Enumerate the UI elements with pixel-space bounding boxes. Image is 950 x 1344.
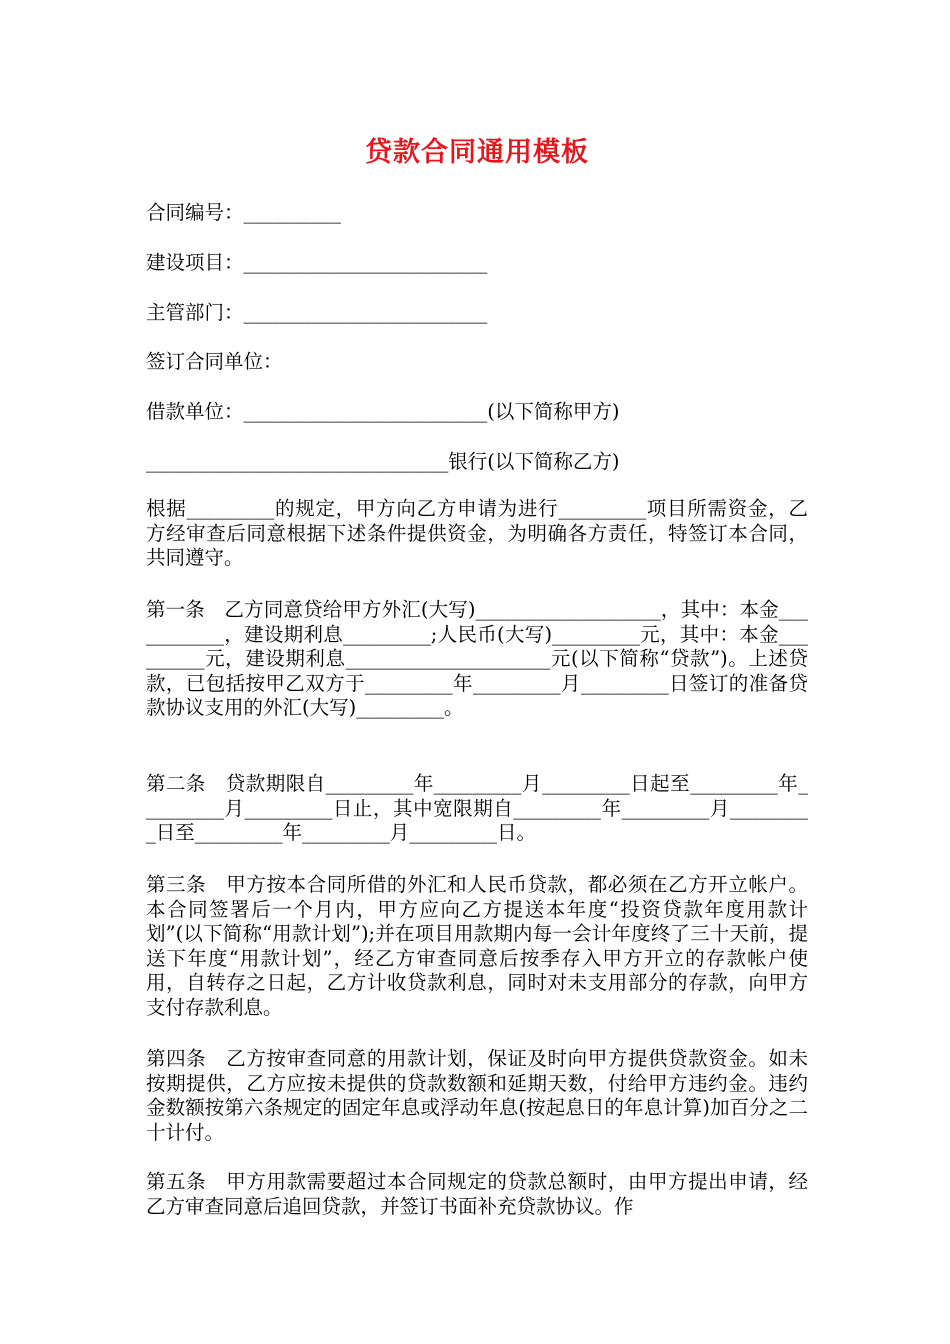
preamble-paragraph: 根据_________的规定，甲方向乙方申请为进行_________项目所需资金，乙方经审查后同意根据下述条件提供资金，为明确各方责任，特签订本合同，共同遵守。 — [146, 497, 808, 569]
article-3-paragraph: 第三条 甲方按本合同所借的外汇和人民币贷款，都必须在乙方开立帐户。本合同签署后一个月内，甲方应向乙方提送本年度“投资贷款年度用款计划”(以下简称“用款计划”);并在项目用款期内每一会计年度终了三十天前，提送下年度“用款计划”，经乙方审查同意后按季存入甲方开立的存款帐户使用，自转存之日起，乙方计收贷款利息，同时对未支用部分的存款，向甲方支付存款利息。 — [146, 873, 808, 1019]
supervising-department-field: 主管部门：_________________________ — [146, 301, 488, 324]
document-title: 贷款合同通用模板 — [365, 137, 589, 168]
article-1-paragraph: 第一条 乙方同意贷给甲方外汇(大写)___________________，其中：本金___________，建设期利息_________;人民币(大写)_________元，其中：本金_________元，建设期利息_____________________元(以下简称“贷款”)。上述贷款，已包括按甲乙双方于_________年_________月_________日签订的准备贷款协议支用的外汇(大写)_________。 — [146, 598, 808, 719]
borrower-field: 借款单位：_________________________(以下简称甲方) — [146, 400, 620, 423]
signing-parties-label: 签订合同单位： — [146, 350, 283, 373]
article-2-paragraph: 第二条 贷款期限自_________年_________月_________日起至_________年_________月_________日止，其中宽限期自_________年_________月_________日至_________年_________月_________日。 — [146, 772, 808, 844]
article-5-paragraph: 第五条 甲方用款需要超过本合同规定的贷款总额时，由甲方提出申请，经乙方审查同意后追回贷款，并签订书面补充贷款协议。作 — [146, 1170, 808, 1218]
contract-number-field: 合同编号：__________ — [146, 201, 342, 224]
construction-project-field: 建设项目：_________________________ — [146, 251, 488, 274]
article-4-paragraph: 第四条 乙方按审查同意的用款计划，保证及时向甲方提供贷款资金。如未按期提供，乙方应按未提供的贷款数额和延期天数，付给甲方违约金。违约金数额按第六条规定的固定年息或浮动年息(按起息日的年息计算)加百分之二十计付。 — [146, 1047, 808, 1144]
lender-bank-field: _______________________________银行(以下简称乙方) — [146, 450, 620, 473]
